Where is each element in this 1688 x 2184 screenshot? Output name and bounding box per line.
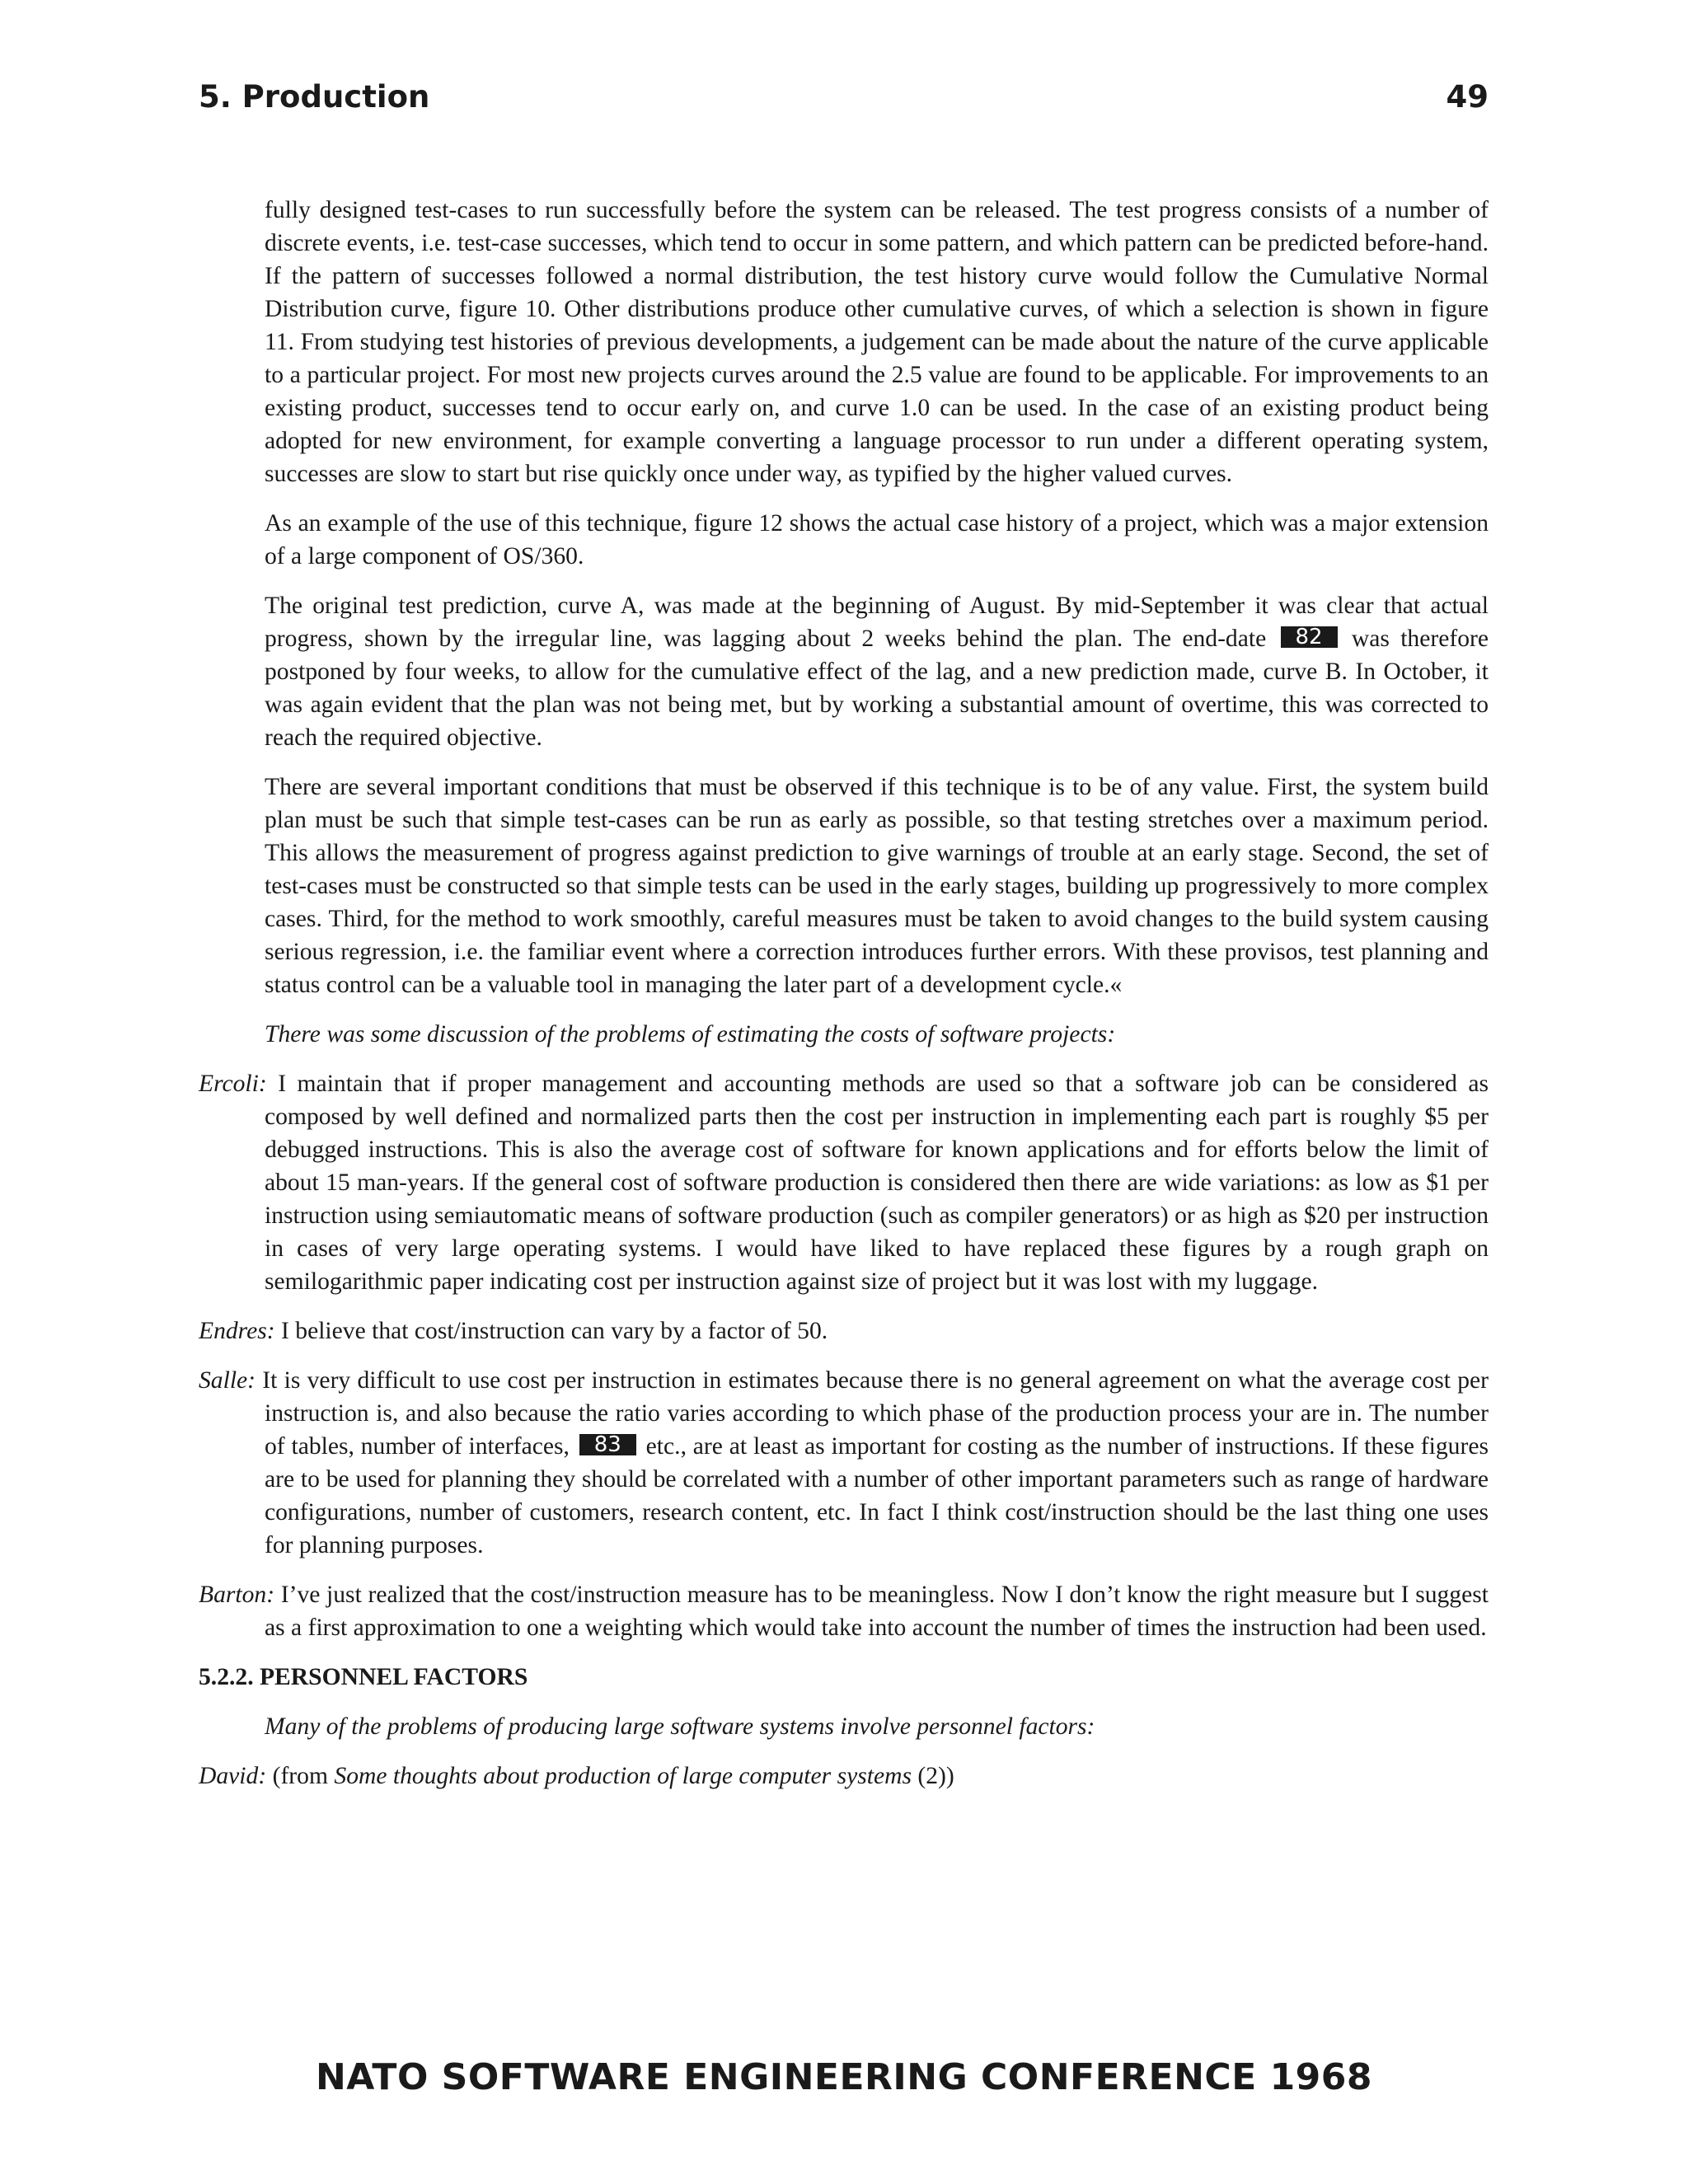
paragraph-prediction-part-a: The original test prediction, curve A, was made at the beginning of August. By mid-September it was clear that actual progress, shown by the irregular line, was lagging about 2 weeks behind the plan. The end-date — [265, 593, 1489, 652]
speaker-barton: Barton: — [199, 1582, 275, 1608]
david-suffix: (2)) — [917, 1763, 954, 1789]
statement-endres-text: I believe that cost/instruction can vary by a factor of 50. — [281, 1318, 828, 1344]
paragraph-test-curves: fully designed test-cases to run successfully before the system can be released. The test progress consists of a number of discrete events, i.e. test-case successes, which tend to occur in some pattern, and which pattern can be predicted before-hand. If the pattern of successes followed a normal distribution, the test history curve would follow the Cumulative Normal Distribution curve, figure 10. Other distributions produce other cumulative curves, of which a selection is shown in figure 11. From studying test histories of previous developments, a judgement can be made about the nature of the curve applicable to a particular project. For most new projects curves around the 2.5 value are found to be applicable. For improvements to an existing product, successes tend to occur early on, and curve 1.0 can be used. In the case of an existing product being adopted for new environment, for example converting a language processor to run under a different operating system, successes are slow to start but rise quickly once under way, as typified by the higher valued curves. — [265, 197, 1489, 487]
statement-salle — [199, 1364, 1489, 1562]
david-source-title: Some thoughts about production of large computer systems — [334, 1763, 912, 1789]
speaker-endres: Endres: — [199, 1318, 275, 1344]
paragraph-prediction — [199, 589, 1489, 754]
paragraph-conditions: There are several important conditions that must be observed if this technique is to be of any value. First, the system build plan must be such that simple test-cases can be run as early as possible, so that testing stretches over a maximum period. This allows the measurement of progress against prediction to give warnings of trouble at an early stage. Second, the set of test-cases must be constructed so that simple tests can be used in the early stages, building up progressively to more complex cases. Third, for the method to work smoothly, careful measures must be taken to avoid changes to the build system causing serious regression, i.e. the familiar event where a correction introduces further errors. With these provisos, test planning and status control can be a valuable tool in managing the later part of a development cycle.« — [265, 774, 1489, 998]
page-number: 49 — [1446, 79, 1489, 115]
conference-footer: NATO SOFTWARE ENGINEERING CONFERENCE 1968 — [315, 2056, 1373, 2098]
section-heading: 5.2.2. PERSONNEL FACTORS — [199, 1664, 528, 1690]
page-marker-83: 83 — [579, 1434, 636, 1455]
statement-david — [199, 1760, 1489, 1793]
statement-endres — [199, 1315, 1489, 1347]
paragraph-example: As an example of the use of this technique, figure 12 shows the actual case history of a project, which was a major extension of a large component of OS/360. — [265, 510, 1489, 569]
page-marker-82: 82 — [1281, 626, 1338, 648]
editorial-note-costs: There was some discussion of the problems of estimating the costs of software projects: — [265, 1021, 1116, 1047]
speaker-salle: Salle: — [199, 1367, 256, 1394]
statement-barton — [199, 1578, 1489, 1644]
chapter-title: 5. Production — [199, 79, 430, 115]
speaker-david: David: — [199, 1763, 267, 1789]
page-body — [199, 194, 1489, 1809]
david-prefix: (from — [272, 1763, 328, 1789]
statement-salle-text-a: It is very difficult to use cost per instruction in estimates because there is no general agreement on what the average cost per instruction is, and also because the ratio varies according to which phase of the production process your are in. The number of tables, number of interfaces, — [262, 1367, 1489, 1460]
running-head — [199, 79, 1489, 115]
statement-ercoli-text: I maintain that if proper management and accounting methods are used so that a software job can be considered as composed by well defined and normalized parts then the cost per instruction in implementing each part is roughly $5 per debugged instructions. This is also the average cost of software for known applications and for efforts below the limit of about 15 man-years. If the general cost of software production is considered then there are wide variations: as low as $1 per instruction using semiautomatic means of software production (such as compiler generators) or as high as $20 per instruction in cases of very large operating systems. I would have liked to have replaced these figures by a rough graph on semilogarithmic paper indicating cost per instruction against size of project but it was lost with my luggage. — [265, 1071, 1489, 1295]
statement-ercoli — [199, 1067, 1489, 1298]
statement-barton-text: I’ve just realized that the cost/instruction measure has to be meaningless. Now I don’t know the right measure but I suggest as a first approximation to one a weighting which would take into account the number of times the instruction had been used. — [265, 1582, 1489, 1641]
paragraph-prediction-part-b: was therefore postponed by four weeks, to allow for the cumulative effect of the lag, and a new prediction made, curve B. In October, it was again evident that the plan was not being met, but by working a substantial amount of overtime, this was corrected to reach the required objective. — [265, 626, 1489, 751]
statement-salle-text-b: etc., are at least as important for costing as the number of instructions. If these figures are to be used for planning they should be correlated with a number of other important parameters such as range of hardware configurations, number of customers, research content, etc. In fact I think cost/instruction should be the last thing one uses for planning purposes. — [265, 1433, 1489, 1558]
editorial-note-personnel: Many of the problems of producing large software systems involve personnel factors: — [265, 1713, 1095, 1740]
speaker-ercoli: Ercoli: — [199, 1071, 267, 1097]
